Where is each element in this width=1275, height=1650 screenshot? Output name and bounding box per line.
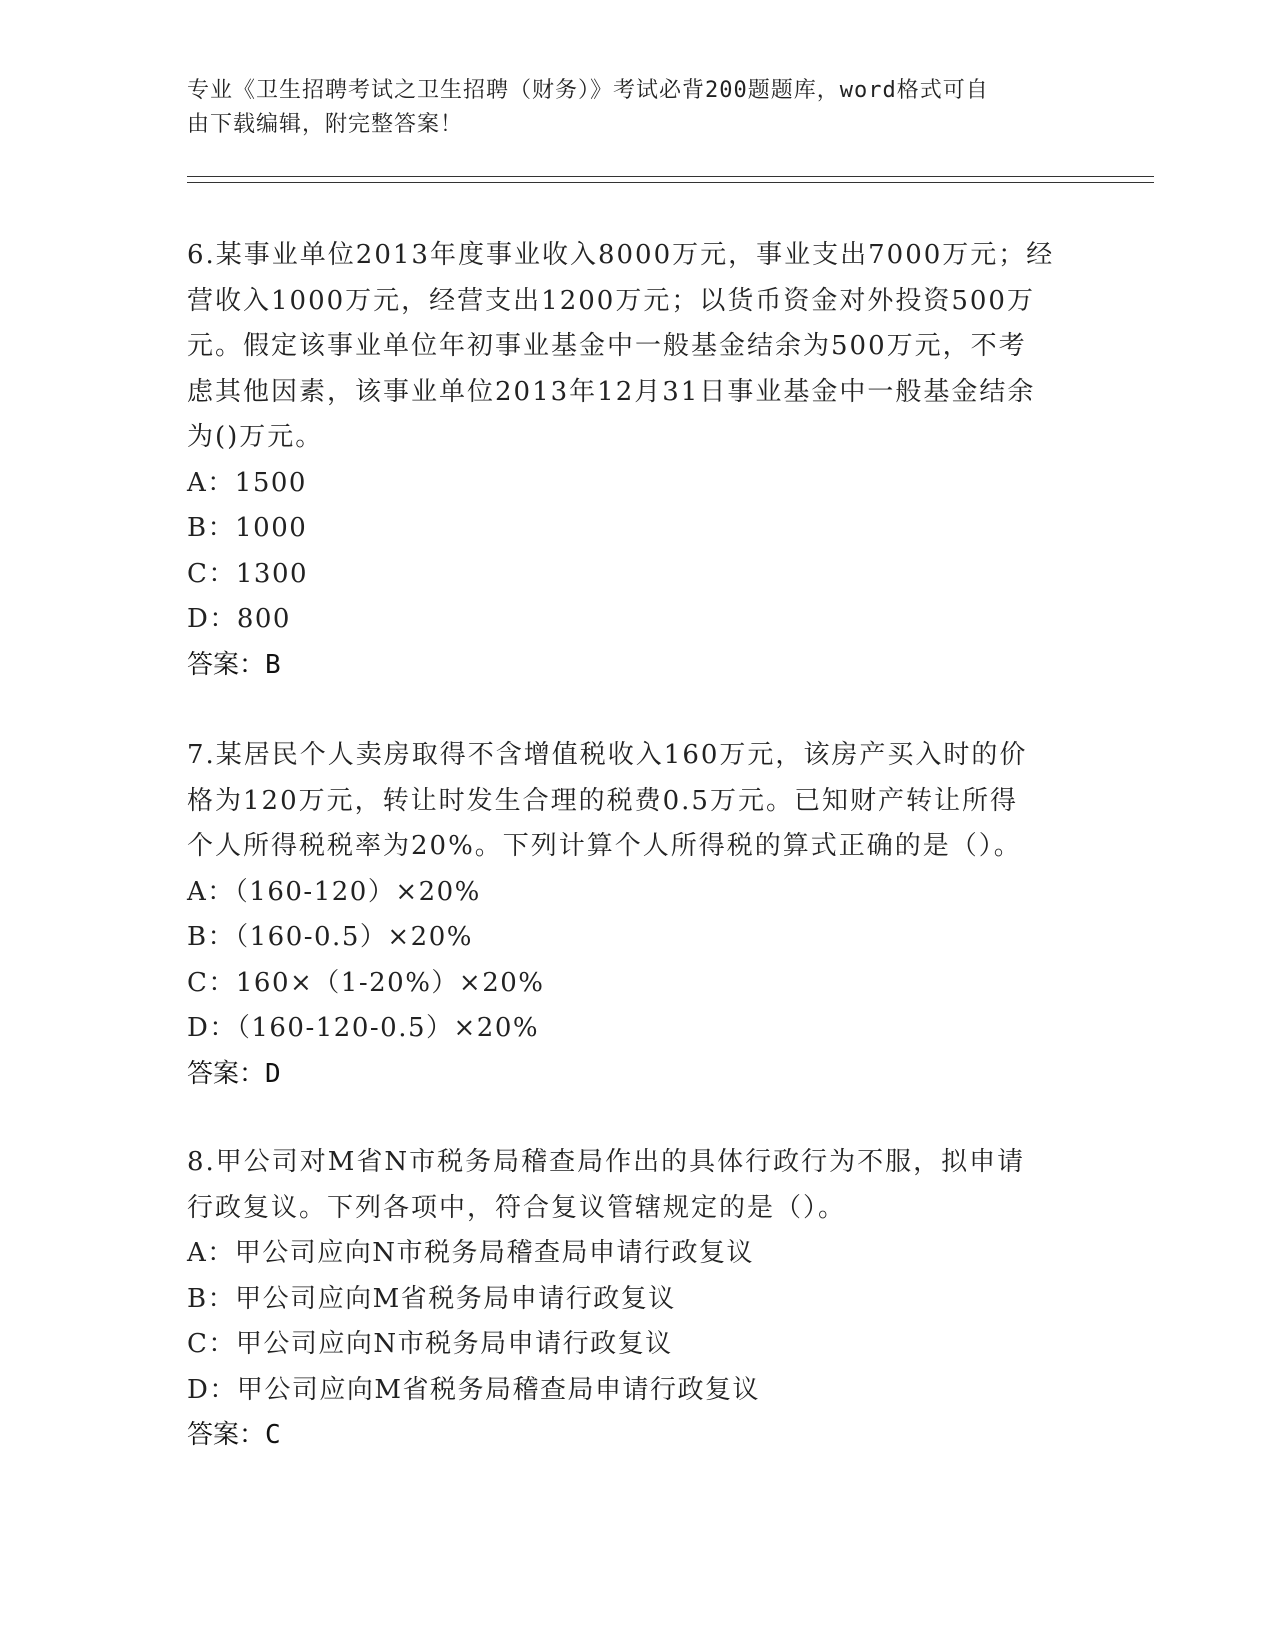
option-b: B：1000 xyxy=(187,513,308,543)
header-line-1: 专业《卫生招聘考试之卫生招聘（财务）》考试必背200题题库，word格式可自 xyxy=(187,78,989,103)
question-stem-line: 行政复议。下列各项中，符合复议管辖规定的是（）。 xyxy=(187,1192,847,1223)
question-stem-line: 8.甲公司对M省N市税务局稽查局作出的具体行政行为不服，拟申请 xyxy=(187,1147,1026,1177)
option-c: C：1300 xyxy=(187,558,309,589)
option-d: D：800 xyxy=(187,604,291,634)
question-stem-line: 营收入1000万元，经营支出1200万元；以货币资金对外投资500万 xyxy=(187,285,1035,316)
answer-line: 答案：B xyxy=(187,649,281,680)
header-line-2: 由下载编辑，附完整答案！ xyxy=(187,112,464,137)
question-stem-line: 6.某事业单位2013年度事业收入8000万元，事业支出7000万元；经 xyxy=(187,240,1055,270)
answer-line: 答案：D xyxy=(187,1058,281,1089)
option-b: B：（160-0.5）×20% xyxy=(187,922,473,952)
header-divider-top xyxy=(187,176,1154,177)
option-d: D：甲公司应向M省税务局稽查局申请行政复议 xyxy=(187,1374,760,1405)
question-stem-line: 元。假定该事业单位年初事业基金中一般基金结余为500万元，不考 xyxy=(187,331,1027,361)
header-divider-bottom xyxy=(187,182,1154,183)
question-7 xyxy=(187,733,1077,1097)
option-c: C：甲公司应向N市税务局申请行政复议 xyxy=(187,1329,673,1359)
question-stem-line: 7.某居民个人卖房取得不含增值税收入160万元，该房产买入时的价 xyxy=(187,740,1028,770)
option-a: A：（160-120）×20% xyxy=(187,876,481,907)
option-a: A：甲公司应向N市税务局稽查局申请行政复议 xyxy=(187,1238,755,1268)
option-c: C：160×（1-20%）×20% xyxy=(187,967,545,998)
question-8 xyxy=(187,1140,1077,1459)
document-header xyxy=(187,74,1067,142)
option-b: B：甲公司应向M省税务局申请行政复议 xyxy=(187,1283,676,1314)
option-a: A：1500 xyxy=(187,467,307,498)
question-6 xyxy=(187,233,1077,688)
option-d: D：（160-120-0.5）×20% xyxy=(187,1013,540,1043)
question-stem-line: 格为120万元，转让时发生合理的税费0.5万元。已知财产转让所得 xyxy=(187,785,1018,816)
answer-line: 答案：C xyxy=(187,1420,281,1450)
question-stem-line: 虑其他因素，该事业单位2013年12月31日事业基金中一般基金结余 xyxy=(187,376,1036,407)
question-stem-line: 为()万元。 xyxy=(187,422,324,452)
question-stem-line: 个人所得税税率为20%。下列计算个人所得税的算式正确的是（）。 xyxy=(187,831,1022,861)
